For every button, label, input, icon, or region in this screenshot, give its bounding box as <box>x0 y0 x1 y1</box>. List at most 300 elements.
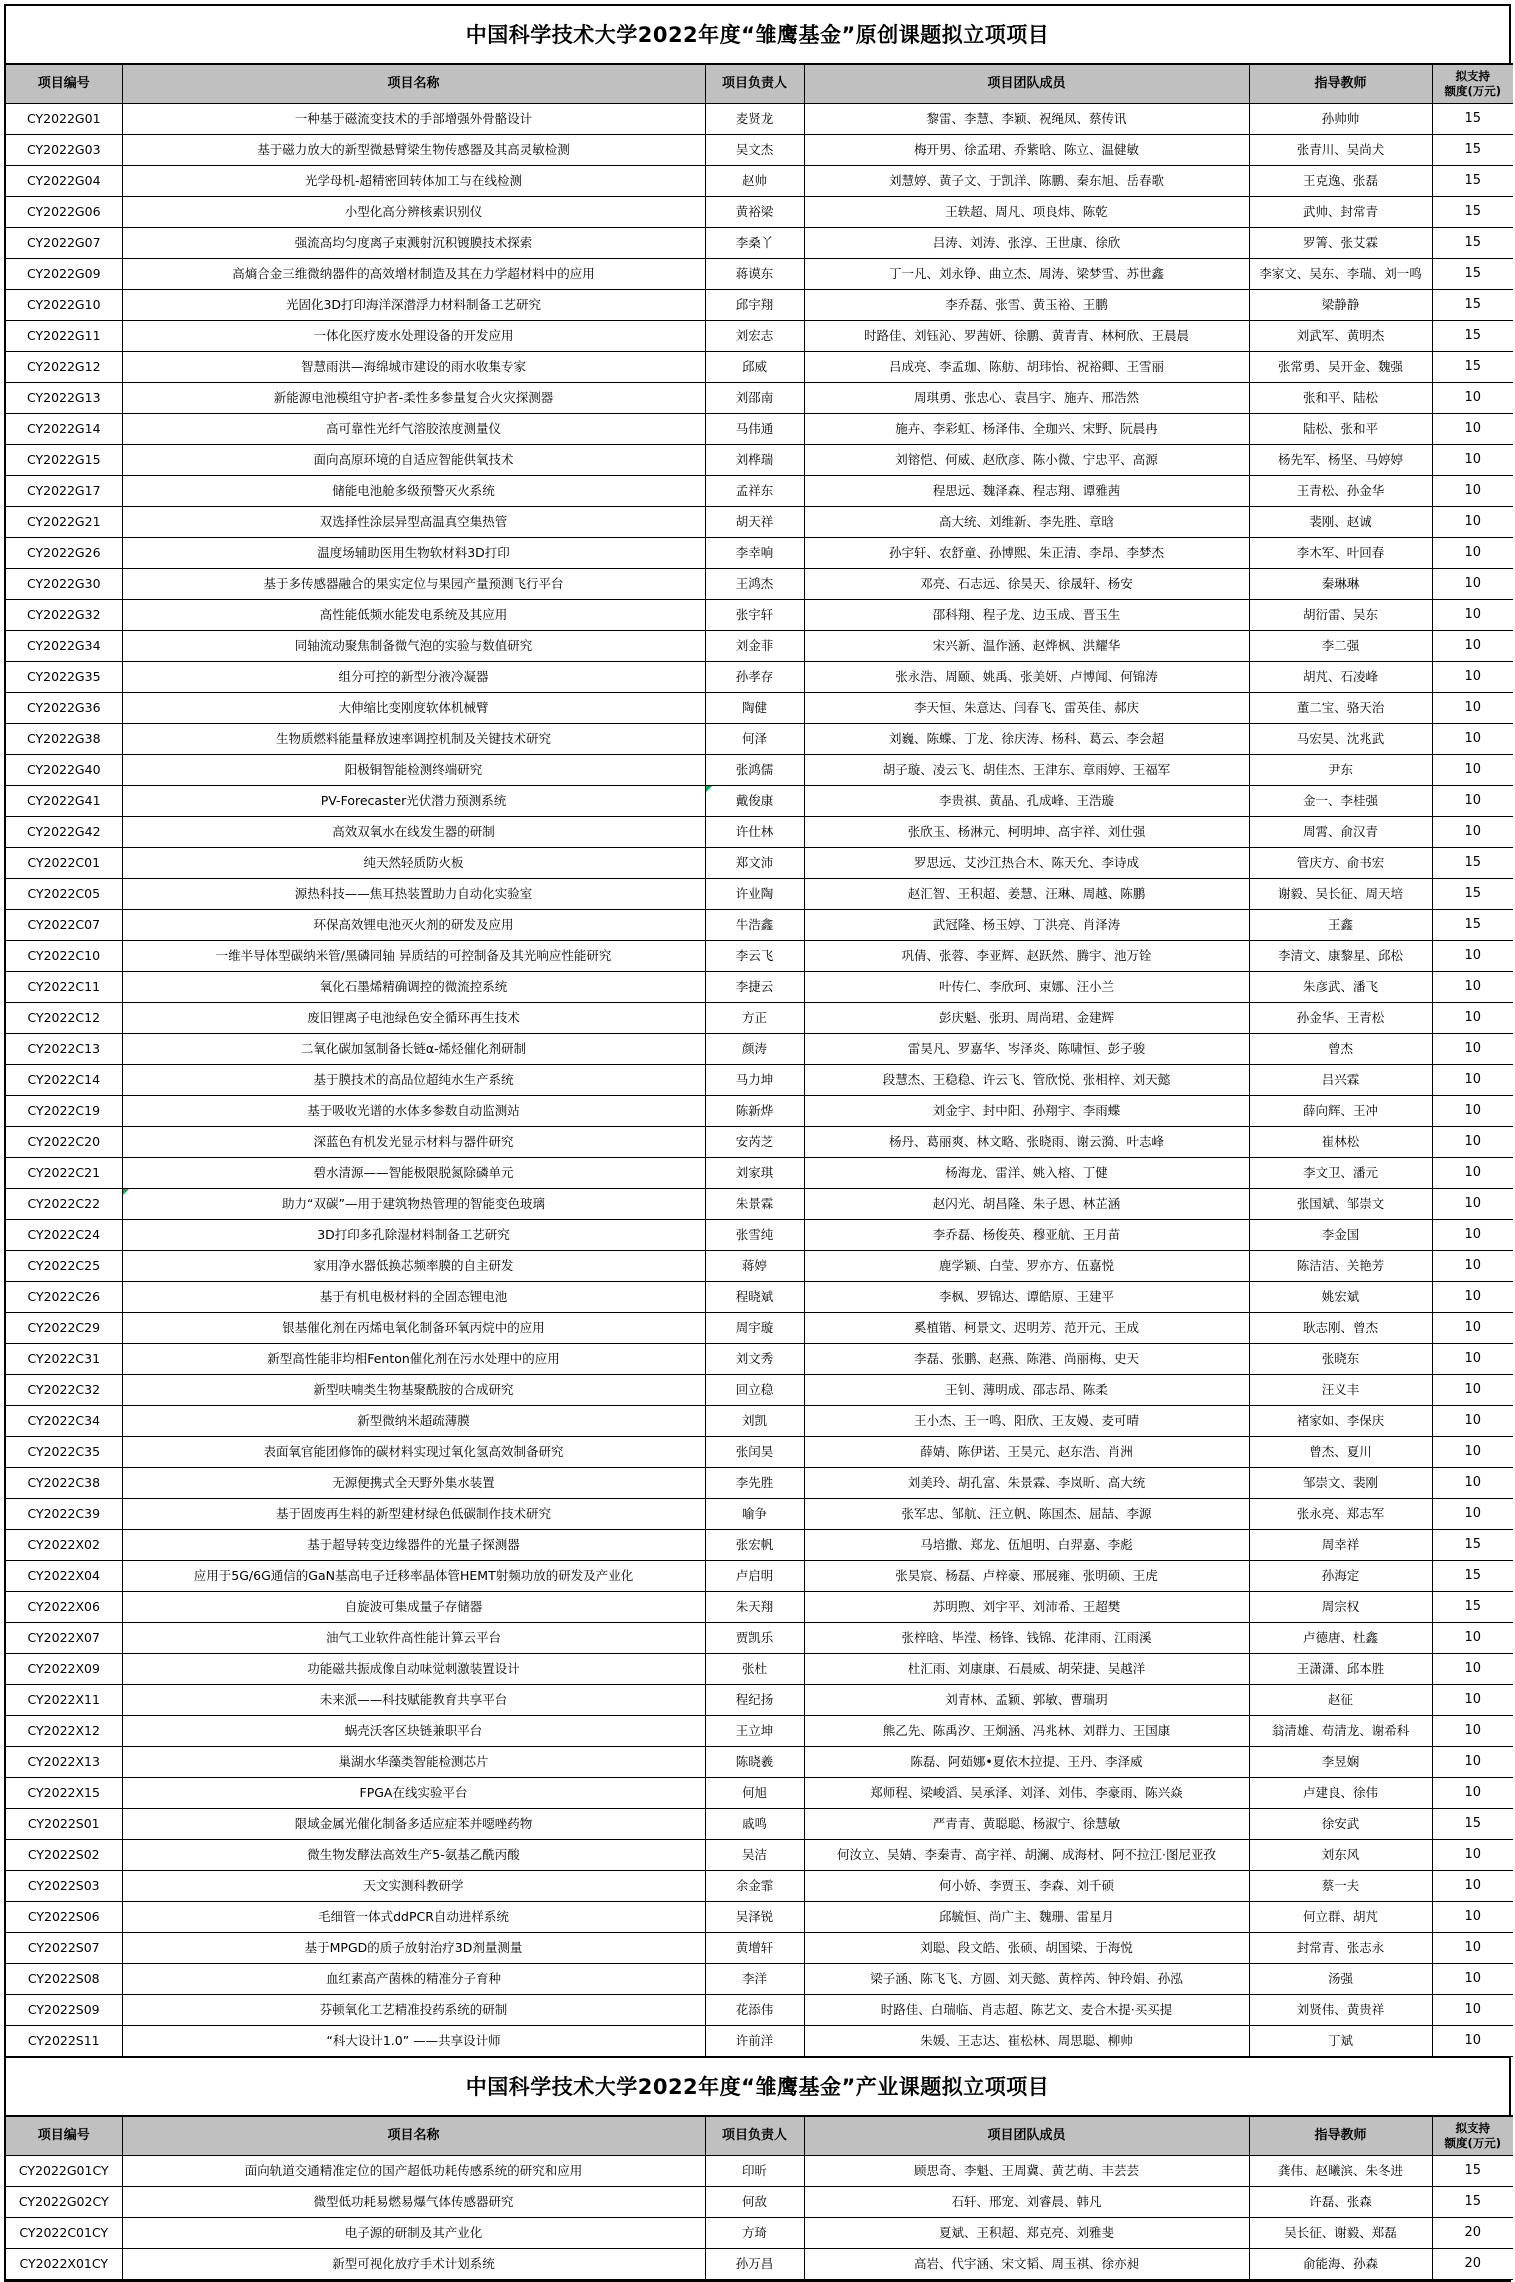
cell-members: 何小娇、李贾玉、李森、刘千硕 <box>804 1871 1249 1902</box>
table-row <box>6 352 1513 383</box>
cell-project-id: CY2022G35 <box>6 662 122 693</box>
cell-members: 胡子璇、凌云飞、胡佳杰、王津东、章雨婷、王福军 <box>804 755 1249 786</box>
cell-amount: 10 <box>1432 414 1513 445</box>
cell-members: 鹿学颖、白莹、罗亦方、伍嘉悦 <box>804 1251 1249 1282</box>
cell-project-id: CY2022G32 <box>6 600 122 631</box>
cell-members: 刘美玲、胡孔富、朱景霖、李岚昕、高大统 <box>804 1468 1249 1499</box>
cell-members: 周琪勇、张忠心、袁昌宇、施卉、邢浩然 <box>804 383 1249 414</box>
cell-project-name: 一体化医疗废水处理设备的开发应用 <box>122 321 705 352</box>
cell-project-name: 微生物发酵法高效生产5-氨基乙酰丙酸 <box>122 1840 705 1871</box>
cell-project-name: 高可靠性光纤气溶胶浓度测量仪 <box>122 414 705 445</box>
cell-project-name: 新型高性能非均相Fenton催化剂在污水处理中的应用 <box>122 1344 705 1375</box>
cell-leader: 陈晓羲 <box>705 1747 804 1778</box>
table-row <box>6 755 1513 786</box>
cell-leader: 黄增轩 <box>705 1933 804 1964</box>
sections-container <box>6 6 1509 2280</box>
cell-leader: 何敌 <box>705 2187 804 2218</box>
cell-advisors: 李木军、叶回春 <box>1249 538 1432 569</box>
cell-project-name: 应用于5G/6G通信的GaN基高电子迁移率晶体管HEMT射频功放的研发及产业化 <box>122 1561 705 1592</box>
table-row <box>6 879 1513 910</box>
cell-amount: 10 <box>1432 2026 1513 2057</box>
cell-project-name: PV-Forecaster光伏潜力预测系统 <box>122 786 705 817</box>
cell-project-id: CY2022C39 <box>6 1499 122 1530</box>
cell-leader: 余金霏 <box>705 1871 804 1902</box>
cell-leader: 戚鸣 <box>705 1809 804 1840</box>
cell-project-name: 双选择性涂层异型高温真空集热管 <box>122 507 705 538</box>
cell-members: 严青青、黄聪聪、杨淑宁、徐慧敏 <box>804 1809 1249 1840</box>
column-header: 项目名称 <box>122 2116 705 2156</box>
cell-amount: 10 <box>1432 1716 1513 1747</box>
column-header: 项目负责人 <box>705 64 804 104</box>
cell-members: 赵闪光、胡昌隆、朱子恩、林芷涵 <box>804 1189 1249 1220</box>
table-body <box>6 104 1513 2057</box>
table-row <box>6 414 1513 445</box>
cell-project-name: “科大设计1.0” ——共享设计师 <box>122 2026 705 2057</box>
cell-members: 黎雷、李慧、李颖、祝绳凤、蔡传讯 <box>804 104 1249 135</box>
table-row <box>6 104 1513 135</box>
cell-advisors: 梁静静 <box>1249 290 1432 321</box>
cell-leader: 吴洁 <box>705 1840 804 1871</box>
cell-amount: 10 <box>1432 1344 1513 1375</box>
table-row <box>6 445 1513 476</box>
cell-advisors: 刘东风 <box>1249 1840 1432 1871</box>
table-row <box>6 910 1513 941</box>
table-row <box>6 2249 1513 2280</box>
cell-project-name: 大伸缩比变刚度软体机械臂 <box>122 693 705 724</box>
cell-project-name: 一种基于磁流变技术的手部增强外骨骼设计 <box>122 104 705 135</box>
table-row <box>6 2218 1513 2249</box>
cell-leader: 王立坤 <box>705 1716 804 1747</box>
cell-advisors: 裴刚、赵诚 <box>1249 507 1432 538</box>
table-row <box>6 538 1513 569</box>
cell-members: 梁子涵、陈飞飞、方圆、刘天懿、黄梓芮、钟玲娟、孙泓 <box>804 1964 1249 1995</box>
cell-project-name: 小型化高分辨核素识别仪 <box>122 197 705 228</box>
cell-project-id: CY2022X07 <box>6 1623 122 1654</box>
cell-project-name: 基于吸收光谱的水体多参数自动监测站 <box>122 1096 705 1127</box>
column-header-amount-line: 拟支持 <box>1455 2121 1490 2136</box>
cell-advisors: 李清文、康黎星、邱松 <box>1249 941 1432 972</box>
cell-project-id: CY2022C10 <box>6 941 122 972</box>
table-row <box>6 1933 1513 1964</box>
cell-leader: 程纪扬 <box>705 1685 804 1716</box>
cell-project-name: 纯天然轻质防火板 <box>122 848 705 879</box>
cell-leader: 牛浩鑫 <box>705 910 804 941</box>
table-row <box>6 693 1513 724</box>
cell-project-name: 家用净水器低换芯频率膜的自主研发 <box>122 1251 705 1282</box>
cell-project-id: CY2022G10 <box>6 290 122 321</box>
section-title: 中国科学技术大学2022年度“雏鹰基金”原创课题拟立项项目 <box>6 6 1509 63</box>
cell-project-id: CY2022G17 <box>6 476 122 507</box>
cell-project-name: 3D打印多孔除湿材料制备工艺研究 <box>122 1220 705 1251</box>
cell-project-id: CY2022C14 <box>6 1065 122 1096</box>
cell-amount: 15 <box>1432 321 1513 352</box>
cell-project-name: 强流高均匀度离子束溅射沉积镀膜技术探索 <box>122 228 705 259</box>
cell-project-id: CY2022X11 <box>6 1685 122 1716</box>
cell-project-name: 基于固废再生料的新型建材绿色低碳制作技术研究 <box>122 1499 705 1530</box>
cell-members: 吕涛、刘涛、张淳、王世康、徐欣 <box>804 228 1249 259</box>
cell-leader: 麦贤龙 <box>705 104 804 135</box>
table-row <box>6 1499 1513 1530</box>
cell-project-id: CY2022G04 <box>6 166 122 197</box>
cell-project-id: CY2022S09 <box>6 1995 122 2026</box>
cell-project-name: 基于膜技术的高品位超纯水生产系统 <box>122 1065 705 1096</box>
cell-members: 时路佳、白瑞临、肖志超、陈艺文、麦合木提·买买提 <box>804 1995 1249 2026</box>
cell-project-id: CY2022C13 <box>6 1034 122 1065</box>
cell-members: 雷昊凡、罗嘉华、岑泽炎、陈啸恒、彭子骏 <box>804 1034 1249 1065</box>
table-row <box>6 1654 1513 1685</box>
table-row <box>6 1468 1513 1499</box>
cell-project-id: CY2022S03 <box>6 1871 122 1902</box>
cell-project-id: CY2022X12 <box>6 1716 122 1747</box>
column-header: 项目团队成员 <box>804 2116 1249 2156</box>
cell-project-name: 功能磁共振成像自动味觉刺激装置设计 <box>122 1654 705 1685</box>
table-row <box>6 1747 1513 1778</box>
column-header-amount-line: 拟支持 <box>1455 69 1490 84</box>
cell-amount: 15 <box>1432 1530 1513 1561</box>
cell-advisors: 吕兴霖 <box>1249 1065 1432 1096</box>
cell-leader: 李云飞 <box>705 941 804 972</box>
cell-advisors: 尹东 <box>1249 755 1432 786</box>
cell-amount: 15 <box>1432 228 1513 259</box>
table-row <box>6 1623 1513 1654</box>
cell-advisors: 卢建良、徐伟 <box>1249 1778 1432 1809</box>
cell-project-id: CY2022C07 <box>6 910 122 941</box>
cell-leader: 刘桦瑞 <box>705 445 804 476</box>
table-row <box>6 1375 1513 1406</box>
cell-leader: 周宇璇 <box>705 1313 804 1344</box>
cell-members: 巩倩、张蓉、李亚辉、赵跃然、腾宇、池万铨 <box>804 941 1249 972</box>
cell-leader: 蒋婷 <box>705 1251 804 1282</box>
table-row <box>6 631 1513 662</box>
cell-project-id: CY2022C11 <box>6 972 122 1003</box>
projects-table <box>6 63 1513 2057</box>
cell-project-name: 同轴流动聚焦制备微气泡的实验与数值研究 <box>122 631 705 662</box>
cell-project-name: 表面氧官能团修饰的碳材料实现过氧化氢高效制备研究 <box>122 1437 705 1468</box>
cell-leader: 胡天祥 <box>705 507 804 538</box>
cell-advisors: 张晓东 <box>1249 1344 1432 1375</box>
cell-project-name: FPGA在线实验平台 <box>122 1778 705 1809</box>
cell-members: 武冠隆、杨玉婷、丁洪亮、肖泽涛 <box>804 910 1249 941</box>
cell-advisors: 杨先军、杨坚、马婷婷 <box>1249 445 1432 476</box>
cell-amount: 10 <box>1432 1096 1513 1127</box>
cell-project-name: 限域金属光催化制备多适应症苯并噁唑药物 <box>122 1809 705 1840</box>
table-row <box>6 166 1513 197</box>
cell-leader: 许仕林 <box>705 817 804 848</box>
cell-leader: 张杜 <box>705 1654 804 1685</box>
cell-project-name: 氧化石墨烯精确调控的微流控系统 <box>122 972 705 1003</box>
cell-amount: 10 <box>1432 786 1513 817</box>
cell-members: 苏明煦、刘宇平、刘沛希、王超樊 <box>804 1592 1249 1623</box>
cell-project-id: CY2022X04 <box>6 1561 122 1592</box>
cell-project-id: CY2022X15 <box>6 1778 122 1809</box>
table-row <box>6 786 1513 817</box>
cell-leader: 邱威 <box>705 352 804 383</box>
cell-advisors: 曾杰、夏川 <box>1249 1437 1432 1468</box>
cell-amount: 15 <box>1432 848 1513 879</box>
cell-amount: 15 <box>1432 910 1513 941</box>
table-row <box>6 1189 1513 1220</box>
cell-amount: 10 <box>1432 1251 1513 1282</box>
cell-amount: 10 <box>1432 538 1513 569</box>
cell-leader: 张宇轩 <box>705 600 804 631</box>
cell-members: 丁一凡、刘永铮、曲立杰、周涛、梁梦雪、苏世鑫 <box>804 259 1249 290</box>
cell-advisors: 封常青、张志永 <box>1249 1933 1432 1964</box>
cell-project-id: CY2022C22 <box>6 1189 122 1220</box>
cell-leader: 张宏帆 <box>705 1530 804 1561</box>
cell-members: 时路佳、刘钰沁、罗茜妍、徐鹏、黄青青、林柯欣、王晨晨 <box>804 321 1249 352</box>
cell-advisors: 王克逸、张磊 <box>1249 166 1432 197</box>
cell-members: 刘巍、陈蝶、丁龙、徐庆涛、杨科、葛云、李会超 <box>804 724 1249 755</box>
cell-project-name: 面向高原环境的自适应智能供氧技术 <box>122 445 705 476</box>
cell-project-name: 一维半导体型碳纳米管/黑磷同轴 异质结的可控制备及其光响应性能研究 <box>122 941 705 972</box>
column-header: 项目团队成员 <box>804 64 1249 104</box>
column-header-amount-line: 额度(万元) <box>1444 2136 1501 2150</box>
cell-project-name: 未来派——科技赋能教育共享平台 <box>122 1685 705 1716</box>
cell-amount: 15 <box>1432 352 1513 383</box>
cell-advisors: 武帅、封常青 <box>1249 197 1432 228</box>
cell-project-id: CY2022C32 <box>6 1375 122 1406</box>
cell-leader: 黄裕梁 <box>705 197 804 228</box>
cell-project-id: CY2022S08 <box>6 1964 122 1995</box>
cell-project-id: CY2022C29 <box>6 1313 122 1344</box>
cell-amount: 15 <box>1432 290 1513 321</box>
cell-leader: 张闰昊 <box>705 1437 804 1468</box>
cell-amount: 15 <box>1432 259 1513 290</box>
cell-leader: 马伟通 <box>705 414 804 445</box>
cell-advisors: 马宏昊、沈兆武 <box>1249 724 1432 755</box>
cell-amount: 10 <box>1432 1406 1513 1437</box>
cell-amount: 10 <box>1432 1964 1513 1995</box>
cell-amount: 10 <box>1432 1003 1513 1034</box>
cell-project-name: 蜗壳沃客区块链兼职平台 <box>122 1716 705 1747</box>
table-row <box>6 662 1513 693</box>
cell-amount: 20 <box>1432 2249 1513 2280</box>
cell-amount: 10 <box>1432 693 1513 724</box>
cell-members: 程思远、魏泽森、程志翔、谭雅茜 <box>804 476 1249 507</box>
table-row <box>6 1313 1513 1344</box>
cell-project-name: 储能电池舱多级预警灭火系统 <box>122 476 705 507</box>
cell-project-name: 阳极铜智能检测终端研究 <box>122 755 705 786</box>
table-row <box>6 1561 1513 1592</box>
cell-project-id: CY2022G14 <box>6 414 122 445</box>
cell-leader: 李桑丫 <box>705 228 804 259</box>
cell-members: 李枫、罗锦达、谭皓原、王建平 <box>804 1282 1249 1313</box>
table-row <box>6 1251 1513 1282</box>
cell-amount: 15 <box>1432 879 1513 910</box>
cell-amount: 10 <box>1432 1282 1513 1313</box>
cell-project-name: 基于超导转变边缘器件的光量子探测器 <box>122 1530 705 1561</box>
cell-project-name: 毛细管一体式ddPCR自动进样系统 <box>122 1902 705 1933</box>
cell-project-id: CY2022C20 <box>6 1127 122 1158</box>
cell-leader: 何泽 <box>705 724 804 755</box>
cell-project-name: 废旧锂离子电池绿色安全循环再生技术 <box>122 1003 705 1034</box>
cell-project-id: CY2022G07 <box>6 228 122 259</box>
cell-amount: 10 <box>1432 1871 1513 1902</box>
cell-amount: 10 <box>1432 1995 1513 2026</box>
cell-advisors: 丁斌 <box>1249 2026 1432 2057</box>
cell-leader: 陈新烨 <box>705 1096 804 1127</box>
cell-members: 高岩、代宇涵、宋文韬、周玉祺、徐亦昶 <box>804 2249 1249 2280</box>
cell-members: 郑师程、梁峻滔、吴承泽、刘泽、刘伟、李豪雨、陈兴焱 <box>804 1778 1249 1809</box>
cell-advisors: 张永亮、郑志军 <box>1249 1499 1432 1530</box>
table-row <box>6 1282 1513 1313</box>
cell-members: 夏斌、王积超、郑克亮、刘雅斐 <box>804 2218 1249 2249</box>
cell-advisors: 刘武军、黄明杰 <box>1249 321 1432 352</box>
cell-members: 王小杰、王一鸣、阳欣、王友嫚、麦可晴 <box>804 1406 1249 1437</box>
cell-members: 刘金宇、封中阳、孙翔宇、李雨蝶 <box>804 1096 1249 1127</box>
cell-members: 梅开男、徐孟珺、乔紫晗、陈立、温健敏 <box>804 135 1249 166</box>
cell-project-id: CY2022G40 <box>6 755 122 786</box>
cell-advisors: 王青松、孙金华 <box>1249 476 1432 507</box>
cell-members: 顾思奇、李魁、王周冀、黄艺萌、丰芸芸 <box>804 2156 1249 2187</box>
cell-leader: 喻争 <box>705 1499 804 1530</box>
cell-project-id: CY2022C38 <box>6 1468 122 1499</box>
cell-amount: 15 <box>1432 2187 1513 2218</box>
cell-advisors: 周霄、俞汉青 <box>1249 817 1432 848</box>
cell-advisors: 李文卫、潘元 <box>1249 1158 1432 1189</box>
cell-advisors: 陆松、张和平 <box>1249 414 1432 445</box>
table-row <box>6 1902 1513 1933</box>
column-header: 指导教师 <box>1249 64 1432 104</box>
cell-amount: 10 <box>1432 445 1513 476</box>
cell-project-name: 新型呋喃类生物基聚酰胺的合成研究 <box>122 1375 705 1406</box>
cell-project-id: CY2022C21 <box>6 1158 122 1189</box>
cell-advisors: 朱彦武、潘飞 <box>1249 972 1432 1003</box>
cell-members: 刘青林、孟颖、郭敏、曹瑞玥 <box>804 1685 1249 1716</box>
table-row <box>6 383 1513 414</box>
cell-advisors: 谢毅、吴长征、周天培 <box>1249 879 1432 910</box>
cell-advisors: 邹崇文、裴刚 <box>1249 1468 1432 1499</box>
cell-amount: 10 <box>1432 1375 1513 1406</box>
cell-leader: 刘文秀 <box>705 1344 804 1375</box>
table-row <box>6 1809 1513 1840</box>
cell-leader: 贾凯乐 <box>705 1623 804 1654</box>
table-row <box>6 2026 1513 2057</box>
table-row <box>6 1406 1513 1437</box>
cell-project-name: 碧水清源——智能极限脱氮除磷单元 <box>122 1158 705 1189</box>
cell-advisors: 蔡一夫 <box>1249 1871 1432 1902</box>
cell-leader: 安芮芝 <box>705 1127 804 1158</box>
table-row <box>6 1220 1513 1251</box>
cell-leader: 刘凯 <box>705 1406 804 1437</box>
cell-amount: 10 <box>1432 1034 1513 1065</box>
cell-amount: 10 <box>1432 1685 1513 1716</box>
column-header: 项目负责人 <box>705 2116 804 2156</box>
cell-advisors: 何立群、胡芃 <box>1249 1902 1432 1933</box>
cell-project-name: 高熵合金三维微纳器件的高效增材制造及其在力学超材料中的应用 <box>122 259 705 290</box>
cell-advisors: 刘贤伟、黄贵祥 <box>1249 1995 1432 2026</box>
cell-project-id: CY2022G06 <box>6 197 122 228</box>
cell-project-id: CY2022S02 <box>6 1840 122 1871</box>
cell-members: 罗思远、艾沙江热合木、陈天允、李诗成 <box>804 848 1249 879</box>
cell-members: 李乔磊、杨俊英、穆亚航、王月苗 <box>804 1220 1249 1251</box>
table-row <box>6 1096 1513 1127</box>
cell-project-name: 新型微纳米超疏薄膜 <box>122 1406 705 1437</box>
cell-project-id: CY2022G30 <box>6 569 122 600</box>
cell-amount: 10 <box>1432 941 1513 972</box>
cell-leader: 刘邵南 <box>705 383 804 414</box>
cell-members: 王钊、薄明成、邵志昂、陈柔 <box>804 1375 1249 1406</box>
cell-project-id: CY2022G42 <box>6 817 122 848</box>
cell-advisors: 罗箐、张艾霖 <box>1249 228 1432 259</box>
cell-leader: 方琦 <box>705 2218 804 2249</box>
cell-amount: 15 <box>1432 104 1513 135</box>
cell-project-id: CY2022S06 <box>6 1902 122 1933</box>
cell-amount: 10 <box>1432 1220 1513 1251</box>
cell-project-id: CY2022G15 <box>6 445 122 476</box>
table-row <box>6 135 1513 166</box>
cell-project-id: CY2022X01CY <box>6 2249 122 2280</box>
cell-advisors: 汪义丰 <box>1249 1375 1432 1406</box>
table-row <box>6 1716 1513 1747</box>
column-header-amount-line: 额度(万元) <box>1444 84 1501 98</box>
cell-project-id: CY2022C01 <box>6 848 122 879</box>
cell-leader: 王鸿杰 <box>705 569 804 600</box>
cell-advisors: 王鑫 <box>1249 910 1432 941</box>
cell-amount: 10 <box>1432 1623 1513 1654</box>
table-row <box>6 569 1513 600</box>
cell-amount: 10 <box>1432 1933 1513 1964</box>
column-header: 项目编号 <box>6 64 122 104</box>
cell-leader: 吴泽锐 <box>705 1902 804 1933</box>
cell-advisors: 曾杰 <box>1249 1034 1432 1065</box>
cell-project-name: 天文实测科教研学 <box>122 1871 705 1902</box>
cell-project-id: CY2022G02CY <box>6 2187 122 2218</box>
cell-advisors: 李家文、吴东、李瑞、刘一鸣 <box>1249 259 1432 290</box>
cell-members: 李天恒、朱意达、闫春飞、雷英佳、郝庆 <box>804 693 1249 724</box>
cell-members: 张梓晗、毕滢、杨锋、钱锦、花津雨、江雨溪 <box>804 1623 1249 1654</box>
cell-amount: 10 <box>1432 1499 1513 1530</box>
cell-leader: 李捷云 <box>705 972 804 1003</box>
cell-leader: 许前洋 <box>705 2026 804 2057</box>
cell-members: 叶传仁、李欣珂、束娜、汪小兰 <box>804 972 1249 1003</box>
cell-leader: 张雪纯 <box>705 1220 804 1251</box>
cell-amount: 10 <box>1432 1902 1513 1933</box>
cell-amount: 15 <box>1432 1561 1513 1592</box>
cell-advisors: 金一、李桂强 <box>1249 786 1432 817</box>
table-row <box>6 290 1513 321</box>
cell-members: 张欣玉、杨淋元、柯明坤、高宇祥、刘仕强 <box>804 817 1249 848</box>
table-row <box>6 1437 1513 1468</box>
cell-project-id: CY2022S11 <box>6 2026 122 2057</box>
cell-members: 孙宇轩、农舒童、孙博熙、朱正清、李昂、李梦杰 <box>804 538 1249 569</box>
cell-project-id: CY2022G01 <box>6 104 122 135</box>
cell-amount: 15 <box>1432 2156 1513 2187</box>
cell-amount: 15 <box>1432 166 1513 197</box>
cell-project-id: CY2022G36 <box>6 693 122 724</box>
table-row <box>6 1685 1513 1716</box>
cell-members: 李磊、张鹏、赵燕、陈港、尚丽梅、史天 <box>804 1344 1249 1375</box>
cell-advisors: 周宗权 <box>1249 1592 1432 1623</box>
cell-members: 邱毓恒、尚广主、魏珊、雷星月 <box>804 1902 1249 1933</box>
cell-amount: 10 <box>1432 1747 1513 1778</box>
cell-leader: 何旭 <box>705 1778 804 1809</box>
table-row <box>6 972 1513 1003</box>
cell-leader: 朱天翔 <box>705 1592 804 1623</box>
cell-leader: 朱景霖 <box>705 1189 804 1220</box>
cell-members: 陈磊、阿茹娜•夏依木拉提、王丹、李泽威 <box>804 1747 1249 1778</box>
cell-advisors: 徐安武 <box>1249 1809 1432 1840</box>
cell-advisors: 陈洁洁、关艳芳 <box>1249 1251 1432 1282</box>
cell-project-name: 基于MPGD的质子放射治疗3D剂量测量 <box>122 1933 705 1964</box>
column-header-amount <box>1432 2116 1513 2156</box>
cell-leader: 程晓斌 <box>705 1282 804 1313</box>
cell-advisors: 吴长征、谢毅、郑磊 <box>1249 2218 1432 2249</box>
cell-project-name: 基于多传感器融合的果实定位与果园产量预测飞行平台 <box>122 569 705 600</box>
cell-leader: 邱宇翔 <box>705 290 804 321</box>
cell-leader: 刘家琪 <box>705 1158 804 1189</box>
table-row <box>6 848 1513 879</box>
